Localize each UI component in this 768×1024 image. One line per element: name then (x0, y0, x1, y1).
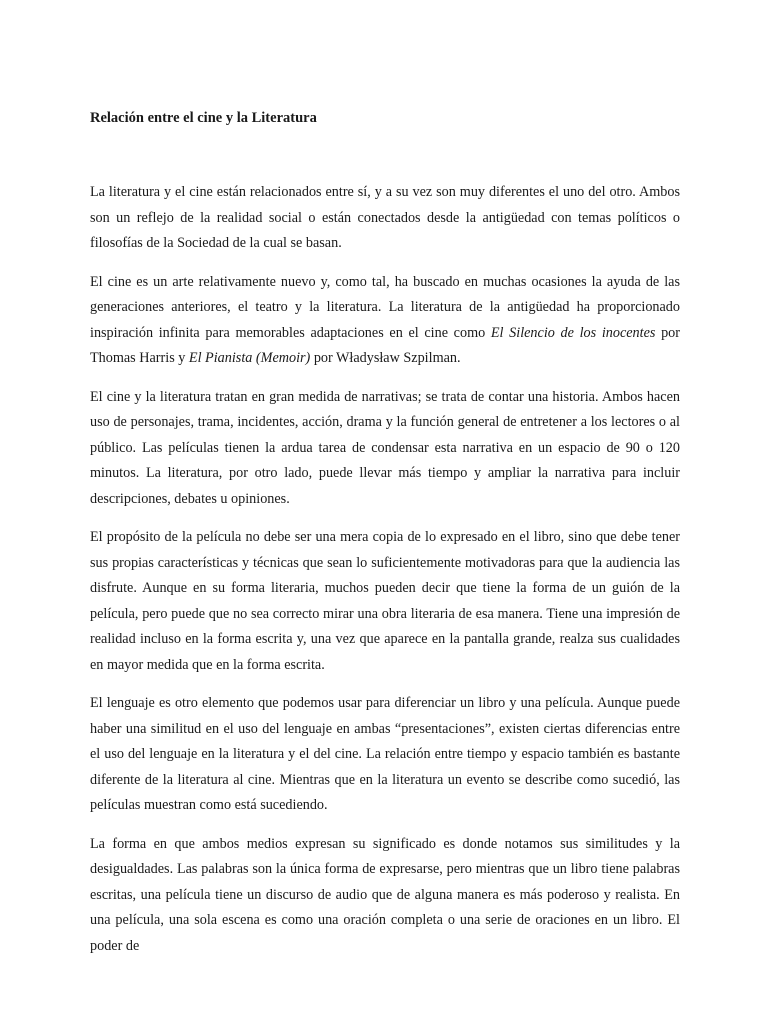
paragraph-2 (90, 270, 680, 372)
paragraph-3: El cine y la literatura tratan en gran medida de narrativas; se trata de contar una historia. Ambos hacen uso de personajes, trama, incidentes, acción, drama y la función general de entretener a los lectores o al público. Las películas tienen la ardua tarea de condensar esta narrativa en un espacio de 90 o 120 minutos. La literatura, por otro lado, puede llevar más tiempo y ampliar la narrativa para incluir descripciones, debates u opiniones. (90, 388, 680, 507)
document-title: Relación entre el cine y la Literatura (90, 110, 317, 126)
paragraph-4: El propósito de la película no debe ser una mera copia de lo expresado en el libro, sino que debe tener sus propias características y técnicas que sean lo suficientemente motivadoras para que la audiencia las disfrute. Aunque en su forma literaria, muchos pueden decir que tiene la forma de un guión de la película, pero puede que no sea correcto mirar una obra literaria de esa manera. Tiene una impresión de realidad incluso en la forma escrita y, una vez que aparece en la pantalla grande, realza sus cualidades en mayor medida que en la forma escrita. (90, 529, 680, 673)
paragraph-1: La literatura y el cine están relacionados entre sí, y a su vez son muy diferentes el uno del otro. Ambos son un reflejo de la realidad social o están conectados desde la antigüedad con temas políticos o filosofías de la Sociedad de la cual se basan. (90, 184, 680, 251)
book-title-silencio: El Silencio de los inocentes (490, 324, 656, 341)
paragraph-2-text-a: El cine es un arte relativamente nuevo y, como tal, ha buscado en muchas ocasiones la ayuda de las generaciones anteriores, el teatro y la literatura. La literatura de la antigüedad ha proporcionado inspiración infinita para memorables adaptaciones en el cine como (90, 273, 680, 341)
paragraph-2-text-b: por Thomas Harris y (90, 324, 680, 366)
document-body (90, 180, 680, 972)
paragraph-6: La forma en que ambos medios expresan su significado es donde notamos sus similitudes y la desigualdades. Las palabras son la única forma de expresarse, pero mientras que un libro tiene palabras escritas, una película tiene un discurso de audio que de alguna manera es más poderoso y realista. En una película, una sola escena es como una oración completa o una serie de oraciones en un libro. El poder de (90, 835, 680, 954)
paragraph-2-text-c: por Władysław Szpilman. (310, 350, 461, 366)
paragraph-5: El lenguaje es otro elemento que podemos usar para diferenciar un libro y una película. Aunque puede haber una similitud en el uso del lenguaje en ambas “presentaciones”, existen ciertas diferencias entre el uso del lenguaje en la literatura y el del cine. La relación entre tiempo y espacio también es bastante diferente de la literatura al cine. Mientras que en la literatura un evento se describe como sucedió, las películas muestran como está sucediendo. (90, 695, 680, 813)
book-title-pianista: El Pianista (Memoir) (188, 350, 311, 366)
